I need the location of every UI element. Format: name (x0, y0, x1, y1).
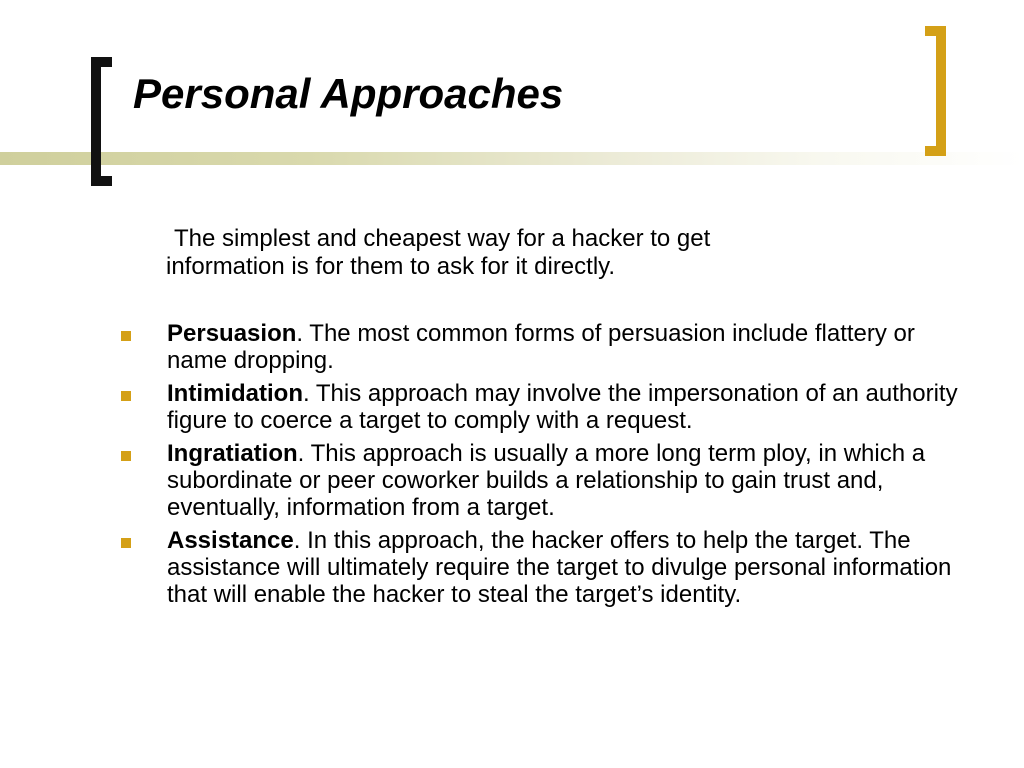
bullet-text: . In this approach, the hacker offers to help the target. The assistance will ultimately require the target to divulge personal information that will enable the hacker to steal the target’s identity. (167, 527, 952, 608)
left-bracket-top-arm (91, 57, 112, 67)
bullet-term: Assistance (167, 527, 294, 554)
bullet-item-persuasion (118, 320, 958, 374)
square-bullet-icon (121, 391, 131, 401)
square-bullet-icon (121, 331, 131, 341)
bullet-term: Persuasion (167, 320, 297, 347)
bullet-text: . This approach is usually a more long term ploy, in which a subordinate or peer coworker builds a relationship to gain trust and, eventually, information from a target. (167, 440, 926, 521)
bullet-text: . This approach may involve the impersonation of an authority figure to coerce a target to comply with a request. (167, 380, 958, 434)
bullet-list (118, 320, 958, 614)
bullet-term: Intimidation (167, 380, 303, 407)
left-bracket-stem (91, 57, 101, 186)
left-bracket-bottom-arm (91, 176, 112, 186)
bullet-item-assistance (118, 527, 958, 608)
right-bracket-bottom-arm (925, 146, 946, 156)
square-bullet-icon (121, 538, 131, 548)
bullet-term: Ingratiation (167, 440, 298, 467)
right-bracket-top-arm (925, 26, 946, 36)
square-bullet-icon (121, 451, 131, 461)
bullet-item-intimidation (118, 380, 958, 434)
intro-paragraph: The simplest and cheapest way for a hacker to get information is for them to ask for it directly. (166, 225, 711, 280)
slide-title: Personal Approaches (133, 70, 564, 117)
bullet-item-ingratiation (118, 440, 958, 521)
title-underline-band (0, 152, 1024, 165)
bullet-text: . The most common forms of persuasion include flattery or name dropping. (167, 320, 915, 374)
right-bracket-stem (936, 26, 946, 156)
